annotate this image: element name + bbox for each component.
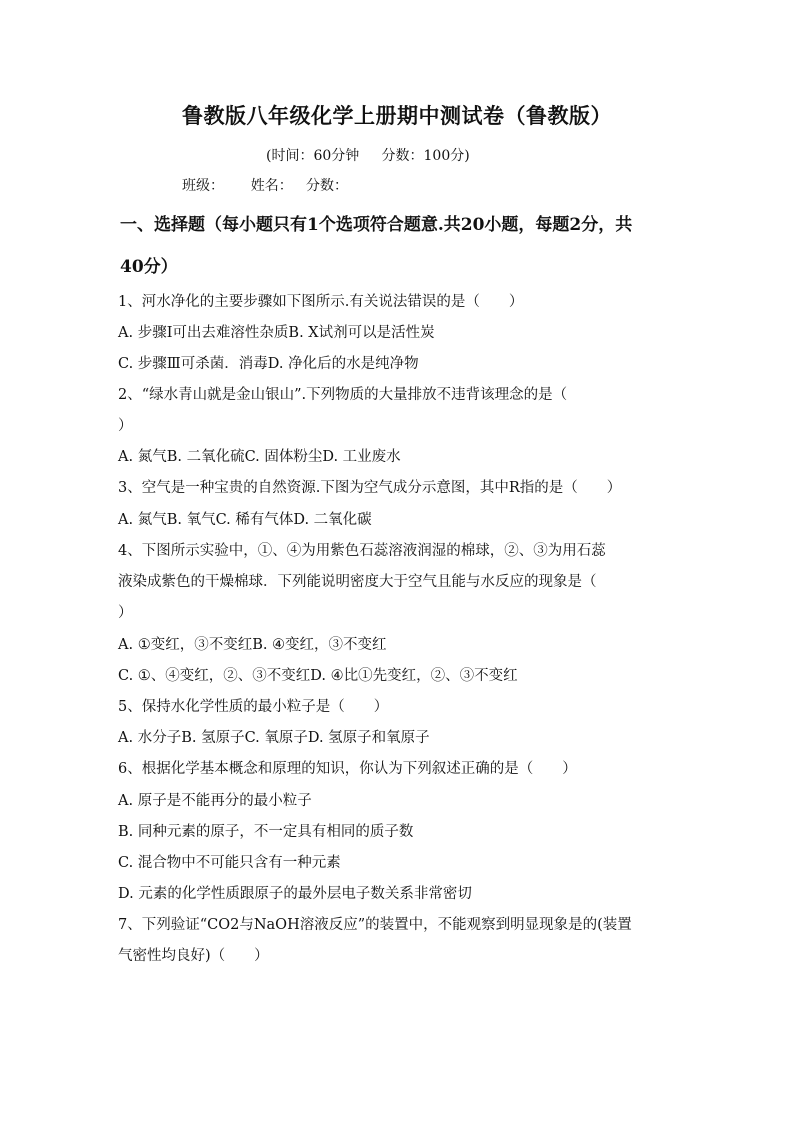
time-score-info: (时间：60分钟 分数：100分) [266,148,470,164]
option-line: A. ①变红，③不变红B. ④变红，③不变红 [118,637,387,653]
option-line: A. 氮气B. 氧气C. 稀有气体D. 二氧化碳 [118,512,372,528]
section-heading-continued: 40分） [120,257,178,277]
question-line: 4、下图所示实验中，①、④为用紫色石蕊溶液润湿的棉球，②、③为用石蕊 [118,543,606,559]
option-line: A. 步骤Ⅰ可出去难溶性杂质B. X试剂可以是活性炭 [118,325,435,341]
question-line-continued: ） [118,605,133,621]
option-line: B. 同种元素的原子，不一定具有相同的质子数 [118,824,414,840]
student-info-fields: 班级： 姓名： 分数： [182,178,349,194]
question-line: 7、下列验证“CO2与NaOH溶液反应”的装置中，不能观察到明显现象是的(装置 [118,917,632,933]
question-line-continued: 气密性均良好)（ ） [118,948,269,964]
question-line-continued: ） [118,418,133,434]
option-line: A. 水分子B. 氢原子C. 氧原子D. 氢原子和氧原子 [118,730,430,746]
option-line: A. 氮气B. 二氧化硫C. 固体粉尘D. 工业废水 [118,449,401,465]
question-line: 6、根据化学基本概念和原理的知识，你认为下列叙述正确的是（ ） [118,761,577,777]
question-line: 5、保持水化学性质的最小粒子是（ ） [118,699,389,715]
option-line: C. 混合物中不可能只含有一种元素 [118,855,341,871]
question-line: 3、空气是一种宝贵的自然资源.下图为空气成分示意图，其中R指的是（ ） [118,480,622,496]
question-line: 2、“绿水青山就是金山银山”.下列物质的大量排放不违背该理念的是（ [118,387,568,403]
option-line: A. 原子是不能再分的最小粒子 [118,793,312,809]
option-line: D. 元素的化学性质跟原子的最外层电子数关系非常密切 [118,886,472,902]
option-line: C. 步骤Ⅲ可杀菌．消毒D. 净化后的水是纯净物 [118,356,419,372]
question-line: 1、河水净化的主要步骤如下图所示.有关说法错误的是（ ） [118,294,524,310]
section-heading: 一、选择题（每小题只有1个选项符合题意.共20小题，每题2分，共 [120,215,633,235]
option-line: C. ①、④变红，②、③不变红D. ④比①先变红，②、③不变红 [118,668,518,684]
document-title: 鲁教版八年级化学上册期中测试卷（鲁教版） [182,103,612,128]
question-line-continued: 液染成紫色的干燥棉球．下列能说明密度大于空气且能与水反应的现象是（ [118,574,597,590]
